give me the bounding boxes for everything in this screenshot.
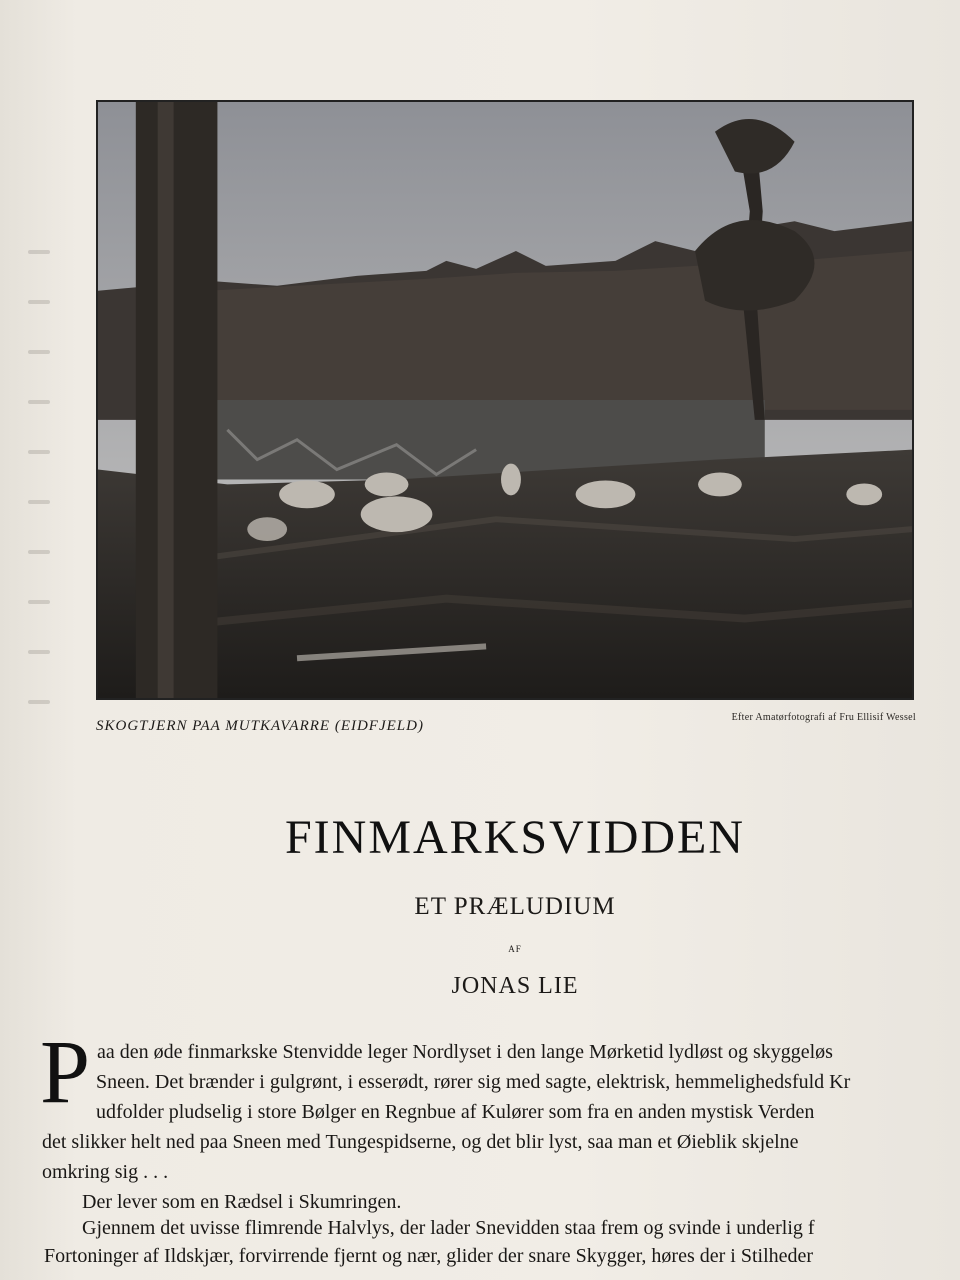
body-line: Der lever som en Rædsel i Skumringen. [82, 1191, 402, 1213]
photo-caption: SKOGTJERN PAA MUTKAVARRE (EIDFJELD) [96, 718, 424, 734]
body-line: Sneen. Det brænder i gulgrønt, i esserødt, rører sig med sagte, elektrisk, hemmelighedsfuld Kr [96, 1071, 851, 1093]
body-line: aa den øde finmarkske Stenvidde leger Nordlyset i den lange Mørketid lydløst og skyggeløs [97, 1041, 833, 1063]
article-author: JONAS LIE [451, 973, 579, 999]
article-subtitle: ET PRÆLUDIUM [414, 893, 616, 920]
photo-credit: Efter Amatørfotografi af Fru Ellisif Wessel [731, 712, 916, 723]
body-line: Fortoninger af Ildskjær, forvirrende fjernt og nær, glider der snare Skygger, høres der i Stilheder [44, 1245, 814, 1267]
drop-cap: P [40, 1023, 91, 1122]
body-line: det slikker helt ned paa Sneen med Tungespidserne, og det blir lyst, saa man et Øieblik skjelne [42, 1131, 799, 1153]
forest-lake-reindeer-image [98, 102, 912, 698]
byline-af: AF [508, 944, 522, 954]
bleed-through-margin [28, 250, 58, 790]
article-title: FINMARKSVIDDEN [284, 811, 746, 864]
body-line: Gjennem det uvisse flimrende Halvlys, der lader Snevidden staa frem og svinde i underlig f [82, 1217, 815, 1239]
body-line: omkring sig . . . [42, 1161, 169, 1183]
landscape-photograph [96, 100, 914, 700]
body-line: udfolder pludselig i store Bølger en Regnbue af Kulører som fra en anden mystisk Verden [96, 1101, 815, 1123]
